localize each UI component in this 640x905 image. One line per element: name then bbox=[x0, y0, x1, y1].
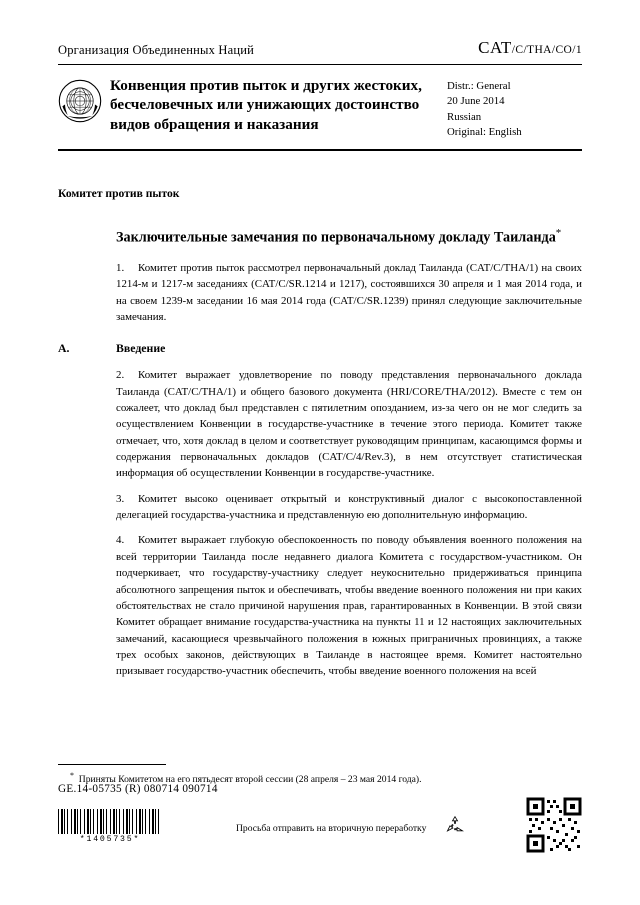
recycle-icon bbox=[444, 815, 466, 835]
paragraph-text: Комитет выражает глубокую обеспокоенность по поводу объявления военного положения на всей территории Таиланда после недавнего диалога Комитета с государством-участником. Он подчеркивает, что государству-участнику следует неукоснительно придерживаться принципа абсолютного запрещения пыток и обеспечивать, чтобы введение военного положения ни при каких обстоятельствах не стало причиной нарушения прав, гарантированных в Конвенции. В этой связи Комитет обращает внимание государства-участника на пункты 11 и 12 настоящих заключительных замечаний, касающиеся чрезвычайного положения в южных приграничных провинциях, а также трех особых законов, действующих в Таиланде в настоящее время. Комитет настоятельно призывает государство-участник обеспечить, чтобы введение военного положения на всей bbox=[116, 534, 582, 678]
distribution-block bbox=[447, 76, 582, 140]
paragraph-number: 3. bbox=[116, 492, 125, 505]
distribution-language: Russian bbox=[447, 110, 482, 123]
un-emblem-icon bbox=[58, 79, 102, 123]
committee-name: Комитет против пыток bbox=[58, 187, 180, 201]
paragraph-text: Комитет выражает удовлетворение по поводу представления первоначального доклада Таиланда (CAT/C/THA/1) и общего базового документа (HRI/CORE/THA/2012). Вместе с тем он сожалеет, что доклад был представлен с пятилетним опозданием, из-за чего он не мог следить за осуществлением Конвенции в государстве-участнике в течение этого периода. Комитет также отмечает, что, хотя доклад в целом и соответствует руководящим принципам, касающимся формы и содержания первоначальных докладов (CAT/C/4/Rev.3), в нем отсутствует статистическая информация об осуществлении Конвенции в государстве-участнике. bbox=[116, 369, 582, 480]
doc-title-text: Заключительные замечания по первоначальному докладу Таиланда bbox=[116, 230, 556, 247]
distribution-line: Distr.: General bbox=[447, 80, 511, 92]
job-number: GE.14-05735 (R) 080714 090714 bbox=[58, 783, 218, 795]
barcode-bars-icon bbox=[58, 809, 162, 834]
page-footer bbox=[58, 783, 582, 853]
recycle-text: Просьба отправить на вторичную переработку bbox=[236, 823, 427, 834]
paragraph-number: 2. bbox=[116, 369, 125, 382]
paragraph-text: Комитет против пыток рассмотрел первоначальный доклад Таиланда (CAT/C/THA/1) на своих 1214-м и 1217-м заседаниях (CAT/C/SR.1214 и 1217), состоявшихся 30 апреля и 1 мая 2014 года, и на своем 1239-м заседании 16 мая 2014 года (CAT/C/SR.1239) принял следующие заключительные замечания. bbox=[116, 261, 582, 323]
section-title: Введение bbox=[116, 341, 166, 356]
qr-code-icon bbox=[526, 797, 582, 853]
distribution-date: 20 June 2014 bbox=[447, 95, 505, 108]
paragraph bbox=[116, 367, 582, 482]
symbol-suffix: /C/THA/CO/1 bbox=[511, 44, 582, 56]
symbol-main: CAT bbox=[478, 38, 512, 57]
footnote-text: Приняты Комитетом на его пятьдесят второй сессии (28 апреля – 23 мая 2014 года). bbox=[78, 774, 422, 786]
paragraph-text: Комитет высоко оценивает открытый и конструктивный диалог с высокопоставленной делегацией государства-участника и представленную ею дополнительную информацию. bbox=[116, 492, 582, 522]
paragraph bbox=[116, 491, 582, 524]
paragraph-number: 4. bbox=[116, 534, 125, 547]
title-block bbox=[58, 65, 582, 149]
section-letter: A. bbox=[58, 341, 70, 356]
barcode bbox=[58, 809, 162, 844]
page-title bbox=[116, 226, 582, 247]
paragraph bbox=[116, 532, 582, 679]
footnote-rule bbox=[58, 764, 166, 765]
organization-name: Организация Объединенных Наций bbox=[58, 43, 255, 57]
doc-title-footnote-marker: * bbox=[555, 227, 562, 240]
distribution-original: Original: English bbox=[447, 125, 522, 138]
paragraph-number: 1. bbox=[116, 261, 125, 274]
masthead bbox=[58, 38, 582, 62]
paragraph bbox=[116, 260, 582, 325]
document-symbol bbox=[478, 38, 582, 58]
barcode-digits: *1405735* bbox=[79, 835, 141, 844]
header-rule-thick bbox=[58, 149, 582, 151]
section-heading bbox=[58, 341, 582, 356]
footnote-marker: * bbox=[70, 771, 74, 781]
convention-title: Конвенция против пыток и других жестоких, бесчеловечных или унижающих достоинство видов обращения и наказания bbox=[110, 77, 422, 133]
